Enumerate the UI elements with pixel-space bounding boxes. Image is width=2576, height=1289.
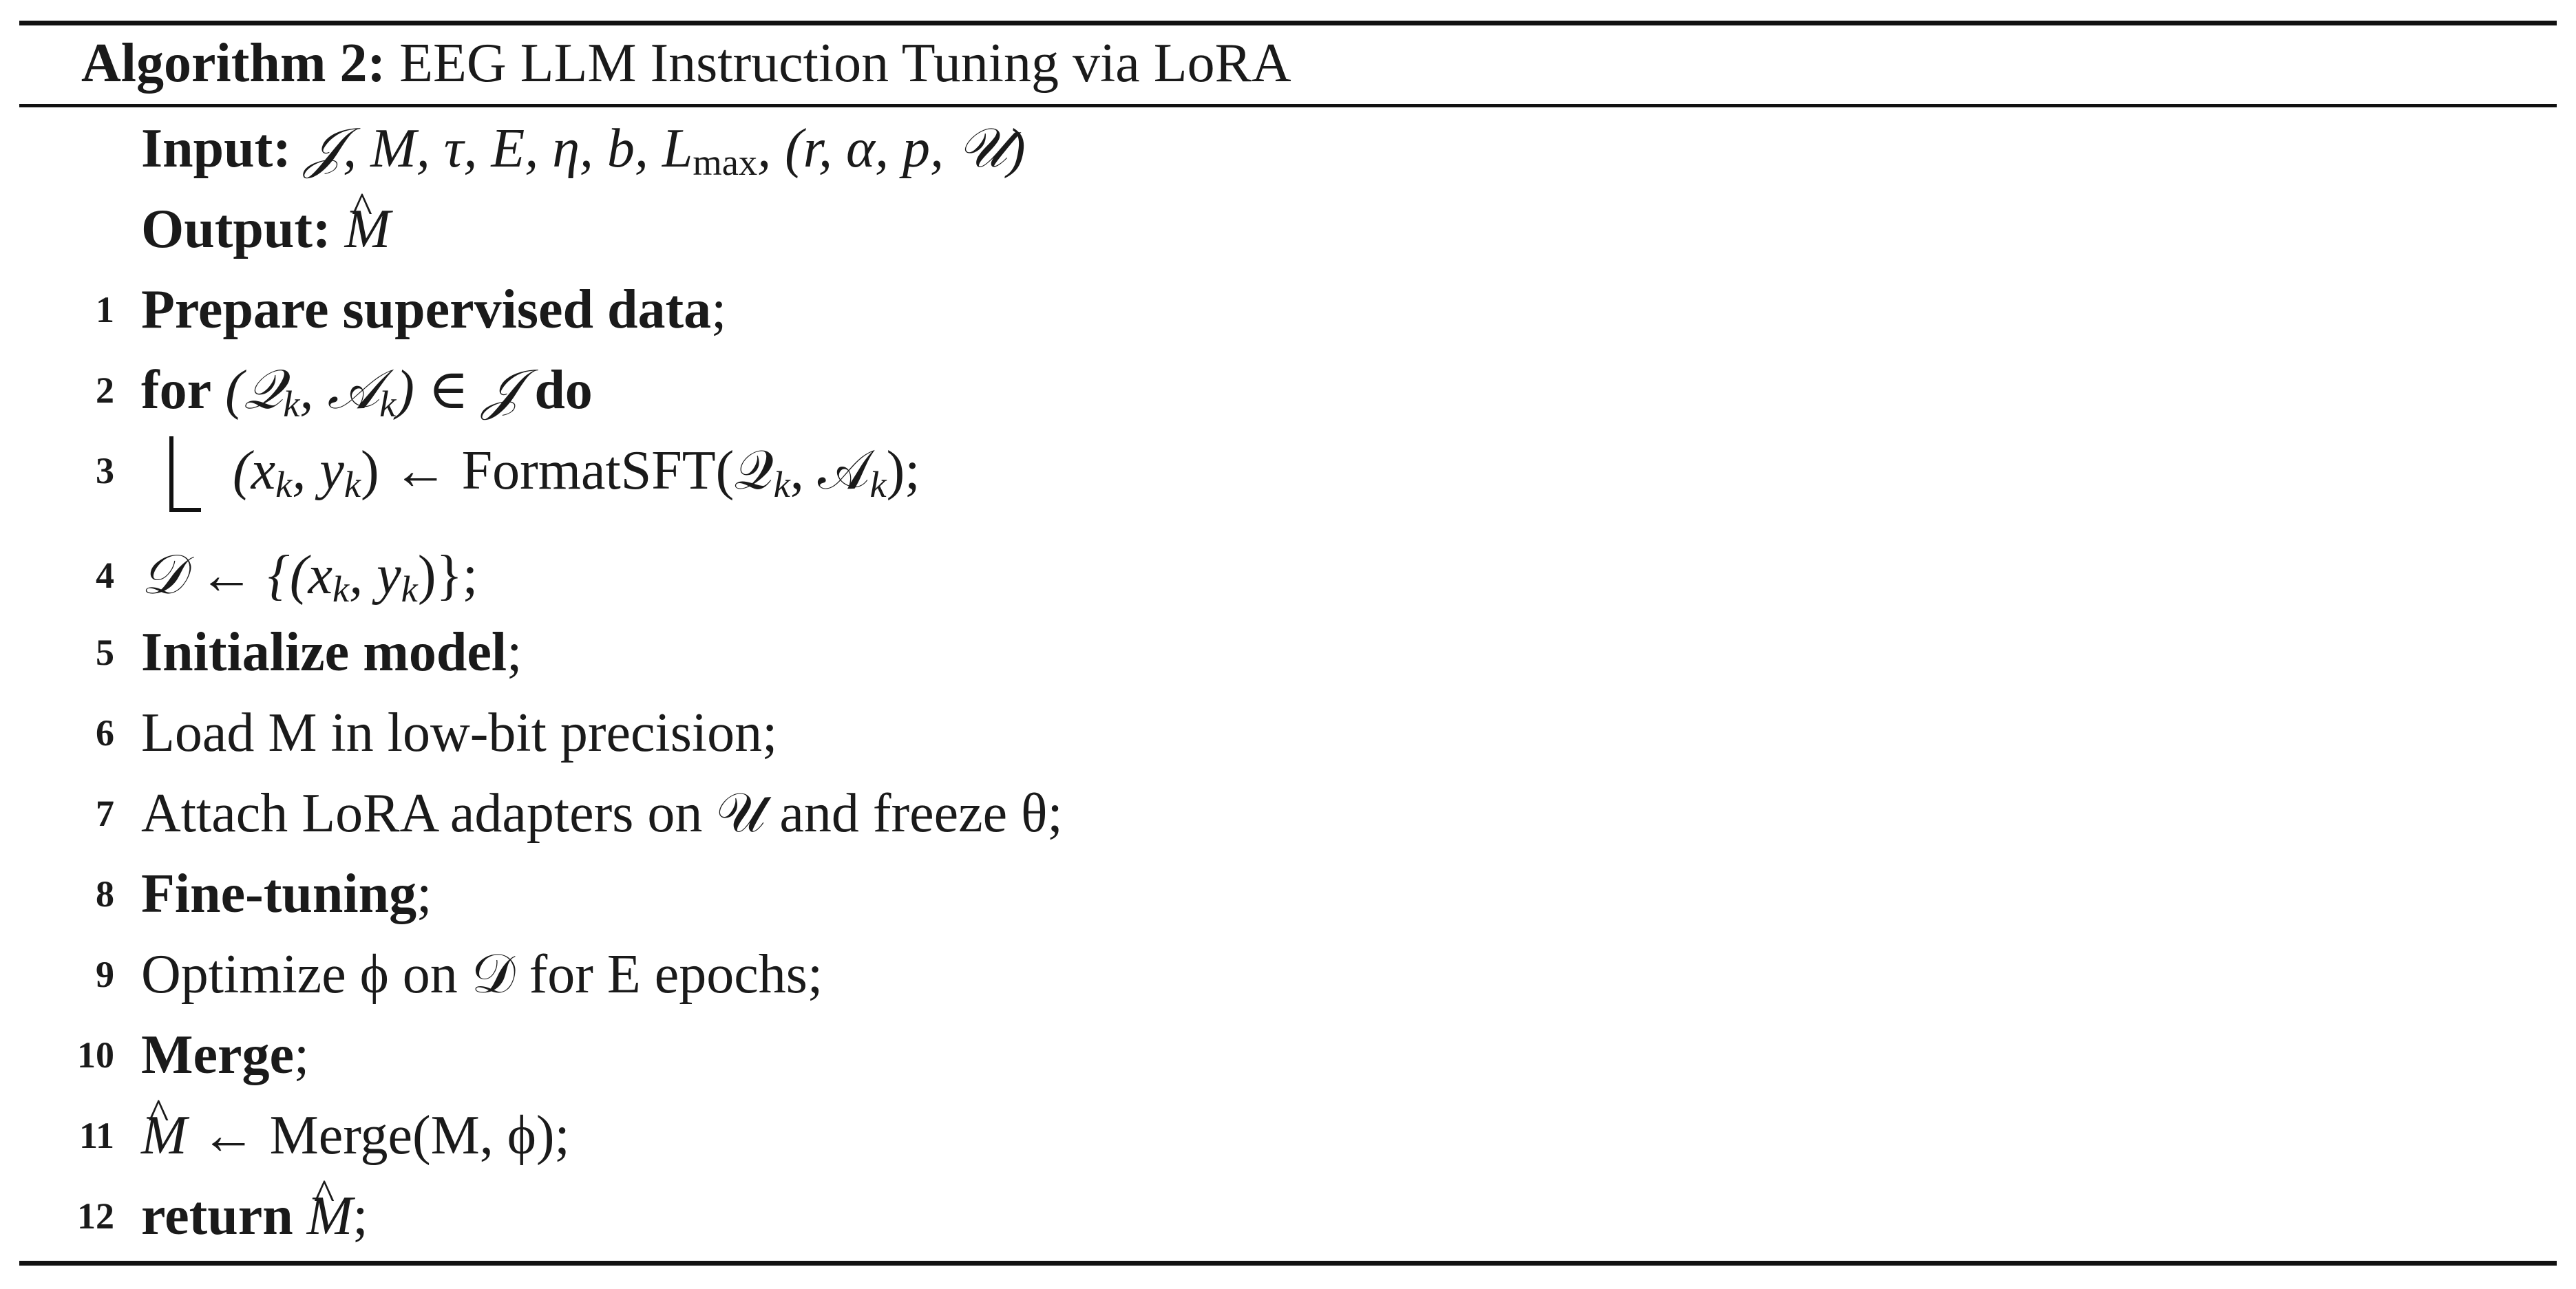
loop-body-bar bbox=[169, 436, 173, 512]
output-label: Output: bbox=[141, 199, 331, 259]
step-heading: Prepare supervised data bbox=[141, 279, 712, 340]
loop-body-foot bbox=[169, 508, 201, 512]
input-params: 𝒥, M, τ, E, η, b, $L_{max}$, (r, α, p, 𝒰) bbox=[304, 118, 1026, 183]
caption-rule bbox=[19, 104, 2557, 107]
algorithm-label: Algorithm 2: bbox=[81, 33, 386, 94]
algorithm-caption bbox=[81, 30, 1291, 96]
step-heading: Fine-tuning bbox=[141, 864, 417, 924]
do-keyword: do bbox=[534, 360, 593, 420]
line-number: 9 bbox=[96, 954, 114, 995]
line-number: 3 bbox=[96, 450, 114, 491]
line-number: 12 bbox=[77, 1195, 114, 1237]
line-number: 11 bbox=[78, 1115, 114, 1156]
line-number: 1 bbox=[96, 289, 114, 330]
line-number: 8 bbox=[96, 873, 114, 915]
output-value: ^ M bbox=[345, 196, 391, 262]
for-keyword: for bbox=[141, 360, 212, 420]
line-number: 6 bbox=[96, 712, 114, 754]
return-keyword: return bbox=[141, 1186, 293, 1246]
line-number: 4 bbox=[96, 555, 114, 596]
line-number: 2 bbox=[96, 370, 114, 411]
input-label: Input: bbox=[141, 118, 291, 179]
line-number: 10 bbox=[77, 1034, 114, 1076]
top-rule bbox=[19, 21, 2557, 25]
bottom-rule bbox=[19, 1261, 2557, 1266]
line-number: 7 bbox=[96, 793, 114, 834]
algorithm-title: EEG LLM Instruction Tuning via LoRA bbox=[399, 33, 1291, 94]
line-number: 5 bbox=[96, 632, 114, 673]
step-heading: Merge bbox=[141, 1025, 295, 1085]
step-heading: Initialize model bbox=[141, 622, 507, 683]
